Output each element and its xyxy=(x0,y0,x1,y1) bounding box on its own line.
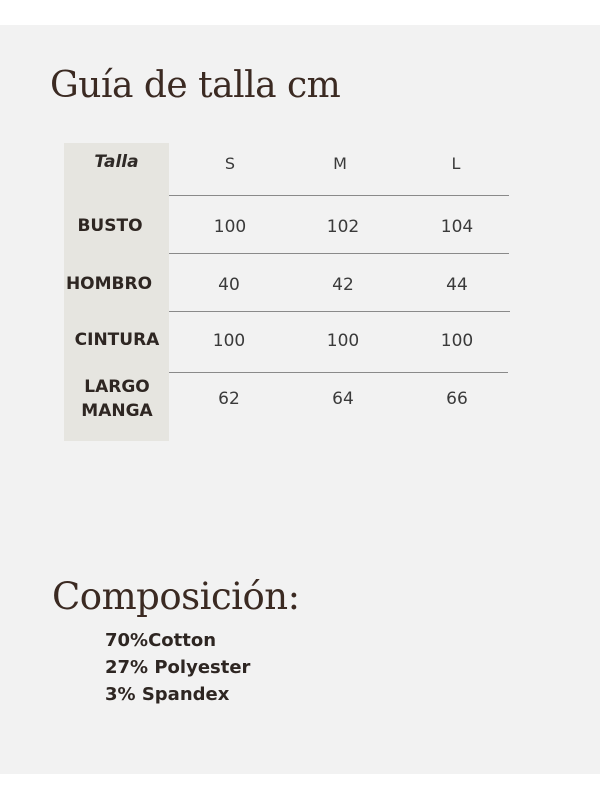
hombro-l-value: 44 xyxy=(446,275,468,295)
composition-item: 70%Cotton xyxy=(105,630,217,651)
table-divider xyxy=(169,311,510,312)
busto-s-value: 100 xyxy=(213,217,247,237)
largo-manga-l-value: 66 xyxy=(446,389,468,409)
row-label-line: LARGO xyxy=(84,377,150,397)
busto-m-value: 102 xyxy=(326,217,360,237)
cintura-s-value: 100 xyxy=(212,331,246,351)
largo-manga-s-value: 62 xyxy=(218,389,240,409)
row-label-largo-manga xyxy=(67,375,167,423)
row-label-cintura: CINTURA xyxy=(74,330,160,350)
cintura-m-value: 100 xyxy=(326,331,360,351)
talla-header: Talla xyxy=(94,152,139,172)
size-header-s: S xyxy=(224,154,236,173)
row-label-line: MANGA xyxy=(81,401,153,421)
table-divider xyxy=(169,195,509,196)
content-panel xyxy=(0,25,600,774)
composition-title: Composición: xyxy=(52,575,300,618)
composition-item: 3% Spandex xyxy=(105,684,230,705)
largo-manga-m-value: 64 xyxy=(332,389,354,409)
row-label-busto: BUSTO xyxy=(77,216,143,236)
size-header-m: M xyxy=(333,154,347,173)
table-divider xyxy=(169,253,509,254)
composition-item: 27% Polyester xyxy=(105,657,251,678)
hombro-m-value: 42 xyxy=(332,275,354,295)
table-divider xyxy=(169,372,508,373)
hombro-s-value: 40 xyxy=(218,275,240,295)
busto-l-value: 104 xyxy=(440,217,474,237)
size-header-l: L xyxy=(451,154,461,173)
size-guide-title: Guía de talla cm xyxy=(50,65,341,106)
row-label-hombro: HOMBRO xyxy=(65,274,153,294)
cintura-l-value: 100 xyxy=(440,331,474,351)
